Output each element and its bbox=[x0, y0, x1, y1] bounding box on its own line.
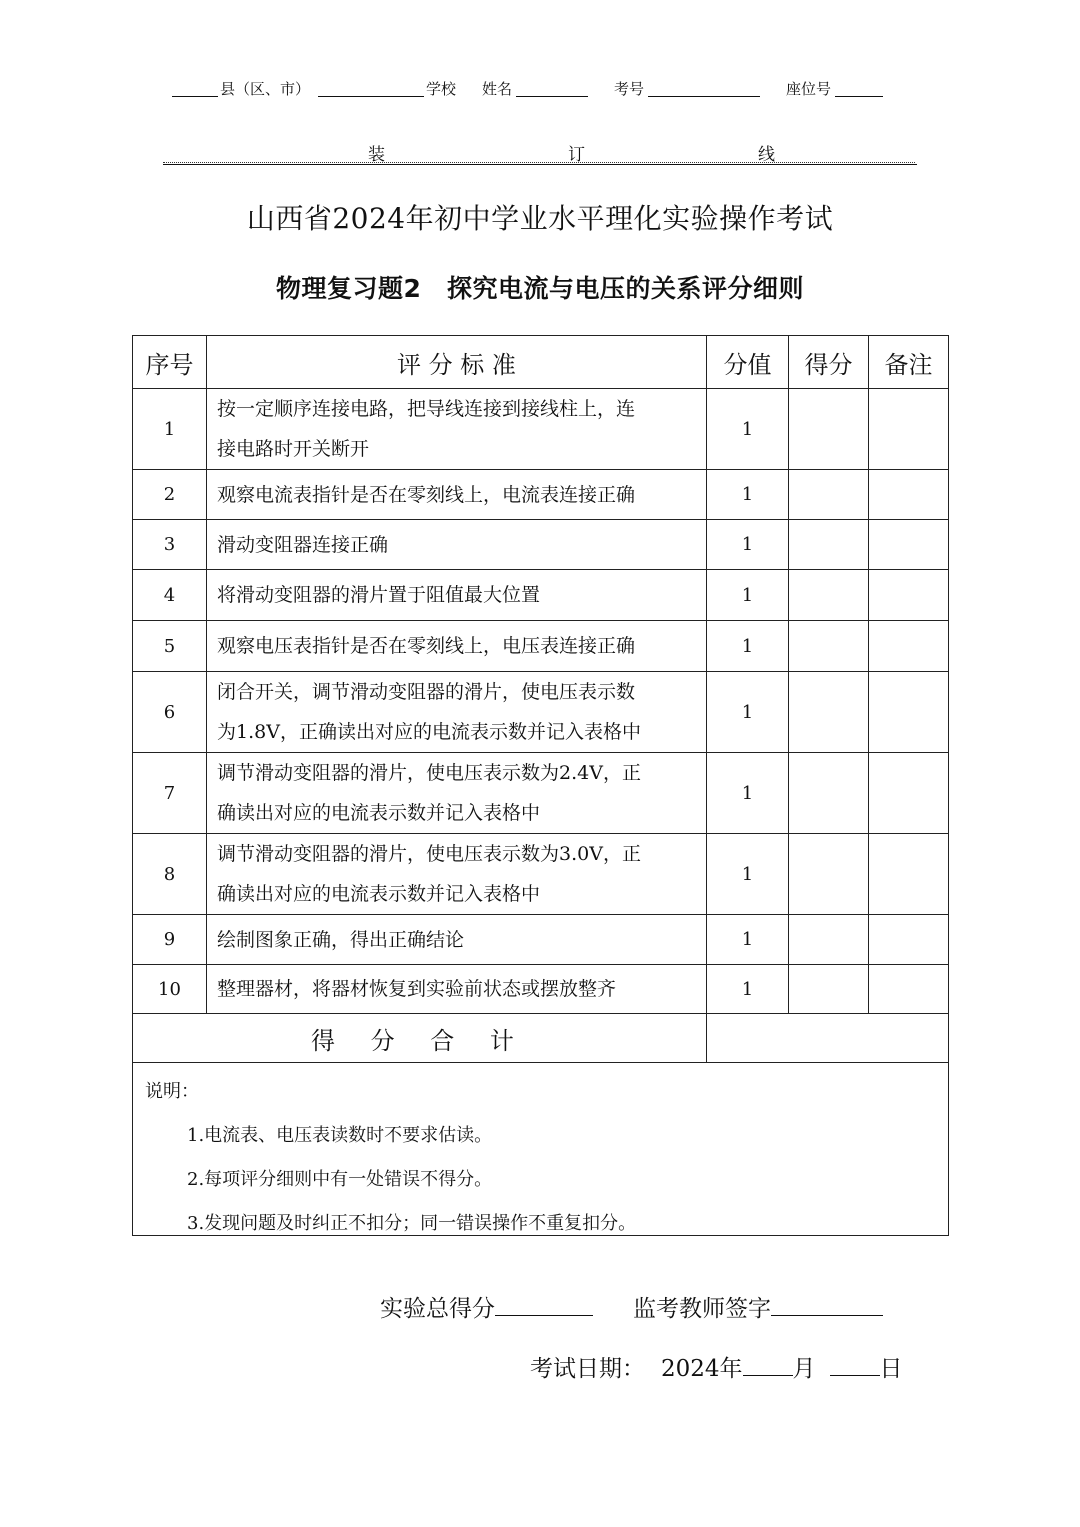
table-row bbox=[133, 672, 949, 753]
notes-cell bbox=[133, 1063, 949, 1236]
table-row bbox=[133, 965, 949, 1014]
row-criteria bbox=[207, 672, 707, 753]
criteria-line: 观察电流表指针是否在零刻线上，电流表连接正确 bbox=[217, 483, 636, 506]
score-cell[interactable] bbox=[789, 834, 869, 915]
row-value: 1 bbox=[707, 470, 789, 520]
binding-char: 订 bbox=[568, 145, 585, 165]
row-criteria bbox=[207, 965, 707, 1014]
note-item: 3.发现问题及时纠正不扣分；同一错误操作不重复扣分。 bbox=[187, 1213, 637, 1234]
row-no: 6 bbox=[133, 672, 207, 753]
criteria-line: 接电路时开关断开 bbox=[217, 438, 370, 460]
header-score: 得分 bbox=[789, 336, 869, 389]
remark-cell[interactable] bbox=[869, 915, 949, 965]
notes-row bbox=[133, 1063, 949, 1236]
day-blank[interactable] bbox=[830, 1353, 880, 1376]
teacher-sign-blank[interactable] bbox=[771, 1293, 883, 1316]
table-row bbox=[133, 834, 949, 915]
score-cell[interactable] bbox=[789, 470, 869, 520]
remark-cell[interactable] bbox=[869, 520, 949, 570]
header-value: 分值 bbox=[707, 336, 789, 389]
row-no: 10 bbox=[133, 965, 207, 1014]
score-cell[interactable] bbox=[789, 520, 869, 570]
month-label: 月 bbox=[792, 1356, 816, 1382]
total-row bbox=[133, 1014, 949, 1063]
row-no: 5 bbox=[133, 621, 207, 672]
seat-blank[interactable] bbox=[835, 96, 883, 97]
row-no: 9 bbox=[133, 915, 207, 965]
score-cell[interactable] bbox=[789, 621, 869, 672]
score-cell[interactable] bbox=[789, 965, 869, 1014]
remark-cell[interactable] bbox=[869, 672, 949, 753]
school-blank[interactable] bbox=[318, 96, 424, 97]
total-score-label: 实验总得分 bbox=[380, 1296, 495, 1322]
row-value: 1 bbox=[707, 672, 789, 753]
row-no: 3 bbox=[133, 520, 207, 570]
binding-solid-rule bbox=[163, 164, 917, 165]
table-row bbox=[133, 520, 949, 570]
remark-cell[interactable] bbox=[869, 621, 949, 672]
binding-char: 线 bbox=[758, 145, 775, 165]
row-criteria bbox=[207, 470, 707, 520]
table-row bbox=[133, 570, 949, 621]
footer-date-line bbox=[530, 1350, 903, 1383]
header-no: 序号 bbox=[133, 336, 207, 389]
table-row bbox=[133, 470, 949, 520]
month-blank[interactable] bbox=[743, 1353, 793, 1376]
total-label: 得 分 合 计 bbox=[133, 1014, 707, 1063]
row-no: 2 bbox=[133, 470, 207, 520]
row-value: 1 bbox=[707, 570, 789, 621]
row-value: 1 bbox=[707, 834, 789, 915]
binding-line bbox=[163, 140, 915, 163]
scoring-table bbox=[132, 335, 949, 1236]
remark-cell[interactable] bbox=[869, 470, 949, 520]
exam-info-header bbox=[0, 76, 1080, 100]
row-no: 8 bbox=[133, 834, 207, 915]
row-criteria bbox=[207, 389, 707, 470]
table-header-row bbox=[133, 336, 949, 389]
remark-cell[interactable] bbox=[869, 389, 949, 470]
score-cell[interactable] bbox=[789, 672, 869, 753]
row-criteria bbox=[207, 570, 707, 621]
row-value: 1 bbox=[707, 389, 789, 470]
remark-cell[interactable] bbox=[869, 834, 949, 915]
row-criteria bbox=[207, 753, 707, 834]
county-blank[interactable] bbox=[172, 96, 218, 97]
row-value: 1 bbox=[707, 621, 789, 672]
date-label: 考试日期： bbox=[530, 1356, 645, 1382]
year-text: 2024年 bbox=[661, 1356, 743, 1382]
county-label: 县（区、市） bbox=[220, 80, 311, 98]
criteria-line: 确读出对应的电流表示数并记入表格中 bbox=[217, 883, 541, 905]
name-blank[interactable] bbox=[516, 96, 588, 97]
header-criteria: 评 分 标 准 bbox=[207, 336, 707, 389]
row-criteria bbox=[207, 621, 707, 672]
row-criteria bbox=[207, 834, 707, 915]
remark-cell[interactable] bbox=[869, 570, 949, 621]
row-value: 1 bbox=[707, 915, 789, 965]
row-criteria bbox=[207, 520, 707, 570]
score-cell[interactable] bbox=[789, 753, 869, 834]
total-score-blank[interactable] bbox=[495, 1293, 593, 1316]
criteria-line: 为1.8V，正确读出对应的电流表示数并记入表格中 bbox=[217, 721, 641, 743]
criteria-line: 闭合开关，调节滑动变阻器的滑片，使电压表示数 bbox=[217, 681, 636, 703]
criteria-line: 绘制图象正确，得出正确结论 bbox=[217, 928, 465, 951]
score-cell[interactable] bbox=[789, 570, 869, 621]
criteria-line: 滑动变阻器连接正确 bbox=[217, 533, 389, 556]
criteria-line: 按一定顺序连接电路，把导线连接到接线柱上，连 bbox=[217, 398, 636, 420]
criteria-line: 观察电压表指针是否在零刻线上，电压表连接正确 bbox=[217, 635, 636, 657]
table-row bbox=[133, 389, 949, 470]
school-label: 学校 bbox=[426, 80, 457, 98]
binding-char: 装 bbox=[368, 145, 385, 165]
row-no: 1 bbox=[133, 389, 207, 470]
total-score-cell[interactable] bbox=[707, 1014, 949, 1063]
score-cell[interactable] bbox=[789, 915, 869, 965]
header-remark: 备注 bbox=[869, 336, 949, 389]
criteria-line: 调节滑动变阻器的滑片，使电压表示数为3.0V，正 bbox=[217, 843, 641, 865]
seat-label: 座位号 bbox=[786, 80, 832, 98]
criteria-line: 调节滑动变阻器的滑片，使电压表示数为2.4V，正 bbox=[217, 762, 641, 784]
row-value: 1 bbox=[707, 965, 789, 1014]
remark-cell[interactable] bbox=[869, 753, 949, 834]
teacher-sign-label: 监考教师签字 bbox=[633, 1296, 771, 1322]
criteria-line: 将滑动变阻器的滑片置于阻值最大位置 bbox=[217, 584, 541, 606]
criteria-line: 确读出对应的电流表示数并记入表格中 bbox=[217, 802, 541, 824]
exam-no-label: 考号 bbox=[614, 80, 645, 98]
day-label: 日 bbox=[879, 1356, 903, 1382]
row-criteria bbox=[207, 915, 707, 965]
page-title: 山西省2024年初中学业水平理化实验操作考试 bbox=[246, 202, 834, 235]
notes-heading: 说明： bbox=[145, 1081, 199, 1102]
note-item: 2.每项评分细则中有一处错误不得分。 bbox=[187, 1169, 493, 1190]
table-row bbox=[133, 753, 949, 834]
footer-signature-line bbox=[380, 1290, 883, 1323]
page-subtitle: 物理复习题2 探究电流与电压的关系评分细则 bbox=[276, 274, 804, 303]
name-label: 姓名 bbox=[482, 80, 513, 98]
row-value: 1 bbox=[707, 520, 789, 570]
row-no: 7 bbox=[133, 753, 207, 834]
score-cell[interactable] bbox=[789, 389, 869, 470]
exam-no-blank[interactable] bbox=[648, 96, 760, 97]
criteria-line: 整理器材，将器材恢复到实验前状态或摆放整齐 bbox=[217, 978, 617, 1000]
table-row bbox=[133, 621, 949, 672]
table-row bbox=[133, 915, 949, 965]
remark-cell[interactable] bbox=[869, 965, 949, 1014]
row-no: 4 bbox=[133, 570, 207, 621]
row-value: 1 bbox=[707, 753, 789, 834]
note-item: 1.电流表、电压表读数时不要求估读。 bbox=[187, 1125, 493, 1146]
